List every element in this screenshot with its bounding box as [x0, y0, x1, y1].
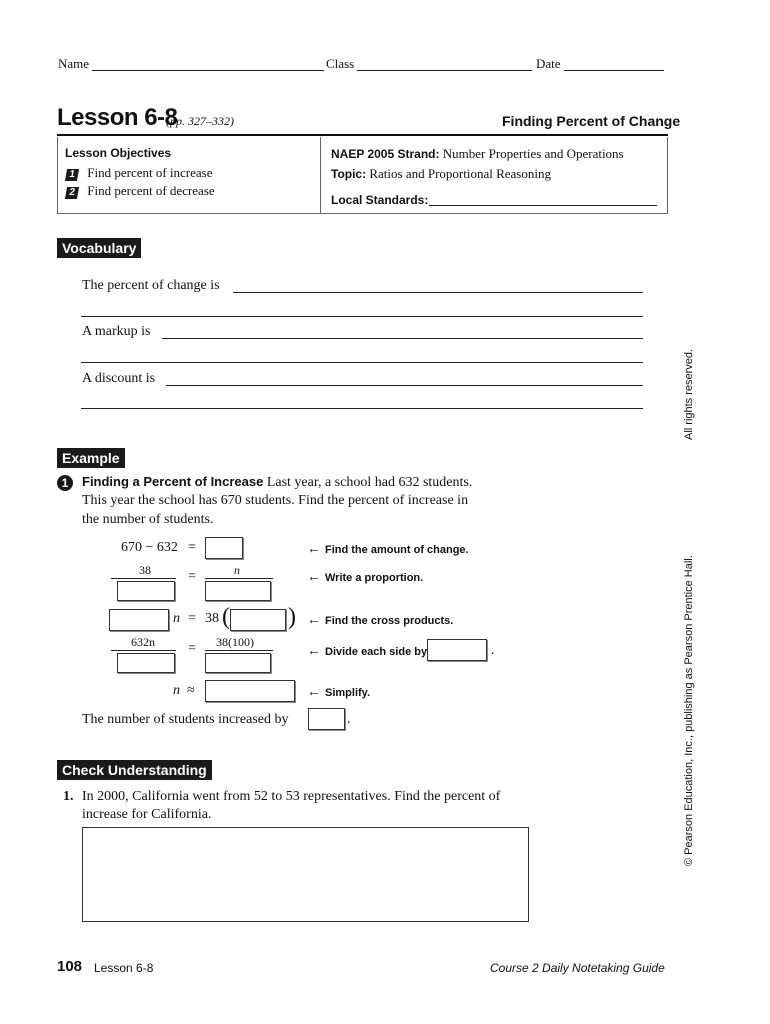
check-understanding-heading: Check Understanding — [57, 760, 212, 780]
fraction-bar — [205, 578, 273, 579]
period: . — [491, 643, 495, 658]
conclusion-answer-box[interactable] — [308, 708, 345, 730]
approx-sign: ≈ — [187, 683, 195, 698]
fraction-numerator: n — [234, 563, 240, 577]
vocab-answer-line[interactable] — [81, 408, 643, 409]
hint-cross-products: ← Find the cross products. — [307, 613, 454, 628]
naep-topic: Topic: Ratios and Proportional Reasoning — [331, 166, 551, 181]
equals-sign: = — [188, 540, 196, 555]
cross-product-box[interactable] — [109, 609, 169, 631]
proportion-denominator-box[interactable] — [117, 581, 175, 601]
class-label: Class — [326, 56, 355, 71]
fraction-bar — [111, 578, 176, 579]
fraction-bar — [111, 650, 176, 651]
question-text: In 2000, California went from 52 to 53 representatives. Find the percent of — [82, 789, 501, 804]
period: . — [347, 712, 351, 727]
example-text-line: the number of students. — [82, 512, 214, 527]
footer-book-title: Course 2 Daily Notetaking Guide — [490, 961, 665, 975]
fraction-bar — [205, 650, 273, 651]
proportion-denominator-box[interactable] — [205, 581, 271, 601]
hint-simplify: ← Simplify. — [307, 685, 371, 700]
footer-lesson: Lesson 6-8 — [94, 961, 154, 975]
step1-expression: 670 − 632 — [121, 540, 178, 555]
variable-n: n — [173, 683, 180, 698]
naep-strand: NAEP 2005 Strand: Number Properties and Operations — [331, 146, 624, 161]
vocabulary-heading: Vocabulary — [57, 238, 141, 258]
vocab-markup: A markup is — [82, 324, 151, 339]
objectives-divider — [320, 137, 321, 213]
conclusion-text: The number of students increased by — [82, 712, 289, 727]
open-paren: ( — [222, 604, 230, 630]
divide-denominator-box[interactable] — [117, 653, 175, 673]
date-field[interactable] — [564, 70, 664, 71]
vocab-answer-line[interactable] — [233, 292, 643, 293]
objective-item — [66, 183, 215, 199]
lesson-topic-title: Finding Percent of Change — [502, 113, 681, 129]
date-label: Date — [536, 56, 561, 71]
fraction-numerator: 38(100) — [216, 635, 254, 649]
objective-text: Find percent of decrease — [87, 183, 215, 198]
question-text: increase for California. — [82, 807, 212, 822]
divisor-box[interactable] — [427, 639, 487, 661]
vocab-answer-line[interactable] — [162, 338, 643, 339]
title-rule — [57, 134, 668, 136]
example-heading: Example — [57, 448, 125, 468]
fraction-numerator: 632n — [131, 635, 155, 649]
name-field[interactable] — [92, 70, 324, 71]
name-label: Name — [58, 56, 90, 71]
change-answer-box[interactable] — [205, 537, 243, 559]
class-field[interactable] — [357, 70, 532, 71]
equals-sign: = — [188, 611, 196, 626]
vocab-answer-line[interactable] — [81, 316, 643, 317]
rights-text: All rights reserved. — [683, 348, 695, 440]
objectives-heading: Lesson Objectives — [65, 146, 172, 160]
question-number: 1. — [63, 789, 74, 804]
cross-rhs: 38 — [205, 611, 219, 626]
equals-sign: = — [188, 569, 196, 584]
hint-proportion: ← Write a proportion. — [307, 570, 424, 585]
hint-change: ← Find the amount of change. — [307, 542, 469, 557]
vocab-answer-line[interactable] — [81, 362, 643, 363]
vocab-answer-line[interactable] — [166, 385, 643, 386]
objective-item — [66, 165, 213, 181]
copyright-text: © Pearson Education, Inc., publishing as Pearson Prentice Hall. — [683, 555, 695, 866]
example-text: Finding a Percent of Increase Last year, a school had 632 students. — [82, 474, 473, 490]
example-title: Finding a Percent of Increase — [82, 474, 264, 489]
hint-divide: ← Divide each side by — [307, 644, 428, 659]
divide-denominator-box[interactable] — [205, 653, 271, 673]
example-text-line: This year the school has 670 students. Find the percent of increase in — [82, 493, 469, 508]
page-number: 108 — [57, 958, 83, 975]
close-paren: ) — [288, 604, 296, 630]
vocab-discount: A discount is — [82, 371, 156, 386]
variable-n: n — [173, 611, 180, 626]
cross-product-box[interactable] — [230, 609, 286, 631]
objective-text: Find percent of increase — [87, 165, 213, 180]
example-number-icon: 1 — [57, 475, 73, 491]
answer-work-box[interactable] — [82, 827, 529, 922]
lesson-title: Lesson 6-8 — [57, 104, 178, 131]
local-standards-label: Local Standards: — [331, 193, 429, 207]
equals-sign: = — [188, 641, 196, 656]
objective-number: 2 — [65, 187, 79, 199]
lesson-pages: (pp. 327–332) — [166, 114, 234, 128]
simplify-answer-box[interactable] — [205, 680, 295, 702]
vocab-percent-change: The percent of change is — [82, 278, 220, 293]
fraction-numerator: 38 — [139, 563, 151, 577]
objective-number: 1 — [65, 169, 79, 181]
local-standards-field[interactable] — [429, 205, 657, 206]
